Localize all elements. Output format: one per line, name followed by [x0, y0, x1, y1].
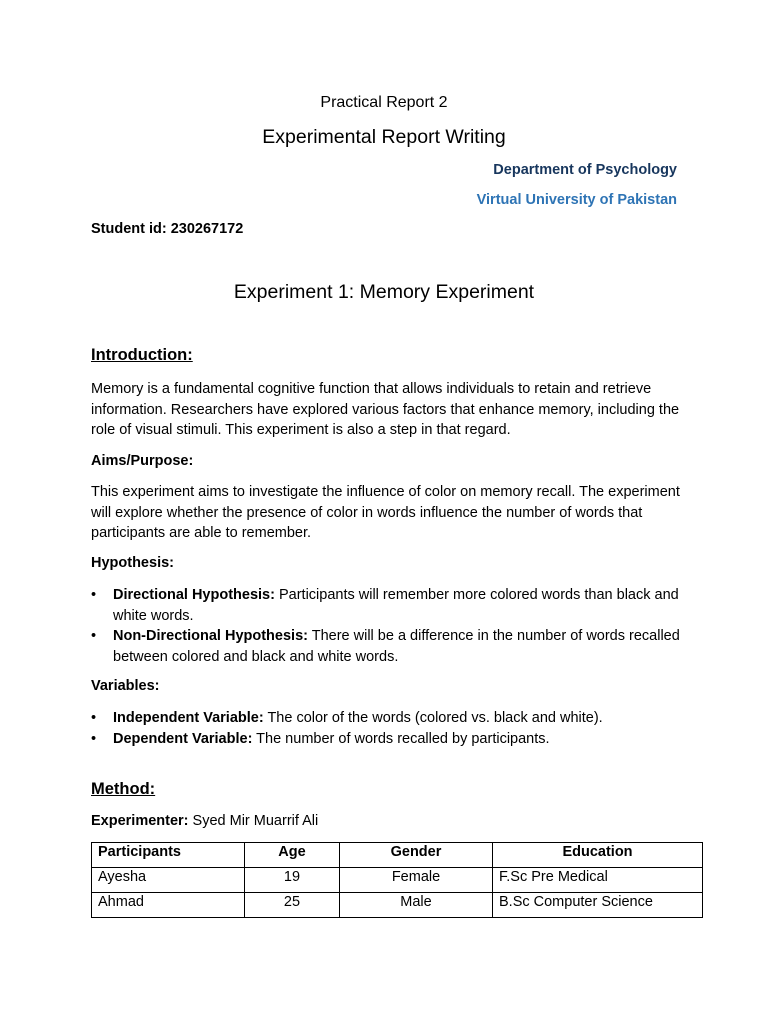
cell-gender: Male: [340, 893, 493, 918]
introduction-paragraph: Memory is a fundamental cognitive function that allows individuals to retain and retrieve information. Researchers have explored various factors that enhance memory, including the role of visual stimuli. This experiment is also a step in that regard.: [91, 381, 680, 439]
cell-age: 25: [245, 893, 340, 918]
aims-paragraph: This experiment aims to investigate the influence of color on memory recall. The experiment will explore whether the presence of color in words influence the number of words that participants are able to remember.: [91, 484, 680, 542]
header-gender: Gender: [340, 843, 493, 868]
cell-participant: Ayesha: [92, 868, 245, 893]
cell-age: 19: [245, 868, 340, 893]
department-name: Department of Psychology: [493, 162, 677, 178]
variable-label: Independent Variable:: [113, 710, 264, 726]
hypothesis-text: There will be a difference in the number of words recalled between colored and black and white words.: [113, 628, 680, 665]
aims-heading: Aims/Purpose:: [91, 453, 194, 469]
experimenter-label: Experimenter:: [91, 813, 189, 829]
hypothesis-text: Participants will remember more colored words than black and white words.: [113, 587, 679, 624]
hypothesis-label: Non-Directional Hypothesis:: [113, 628, 308, 645]
header-participants: Participants: [92, 843, 245, 868]
university-name: Virtual University of Pakistan: [476, 192, 677, 208]
report-number: Practical Report 2: [320, 94, 448, 111]
variable-label: Dependent Variable:: [113, 730, 253, 747]
hypothesis-list: [91, 585, 681, 667]
variables-heading: Variables:: [91, 678, 160, 694]
list-item: [91, 626, 681, 667]
hypothesis-heading: Hypothesis:: [91, 555, 174, 571]
student-id: Student id: 230267172: [91, 221, 244, 237]
cell-education: B.Sc Computer Science: [493, 893, 703, 918]
bullet-icon: •: [91, 710, 97, 726]
variables-list: [91, 708, 681, 749]
cell-gender: Female: [340, 868, 493, 893]
variable-text: The number of words recalled by participants.: [252, 730, 550, 747]
table-row: [92, 868, 703, 893]
list-item: [91, 708, 681, 729]
cell-education: F.Sc Pre Medical: [493, 868, 703, 893]
participants-table: [91, 842, 703, 918]
table-row: [92, 893, 703, 918]
bullet-icon: •: [91, 587, 97, 603]
bullet-icon: •: [91, 628, 97, 645]
introduction-heading: Introduction:: [91, 346, 193, 364]
method-heading: Method:: [91, 780, 156, 798]
cell-participant: Ahmad: [92, 893, 245, 918]
header-age: Age: [245, 843, 340, 868]
table-header-row: [92, 843, 703, 868]
bullet-icon: •: [91, 730, 97, 747]
list-item: [91, 729, 681, 750]
variable-text: The color of the words (colored vs. black and white).: [263, 710, 603, 726]
header-education: Education: [493, 843, 703, 868]
experimenter-name: Syed Mir Muarrif Ali: [188, 813, 319, 829]
experimenter-line: [91, 813, 318, 829]
hypothesis-label: Directional Hypothesis:: [113, 587, 275, 603]
report-title: Experimental Report Writing: [262, 126, 506, 148]
list-item: [91, 585, 681, 626]
experiment-title: Experiment 1: Memory Experiment: [233, 281, 535, 303]
